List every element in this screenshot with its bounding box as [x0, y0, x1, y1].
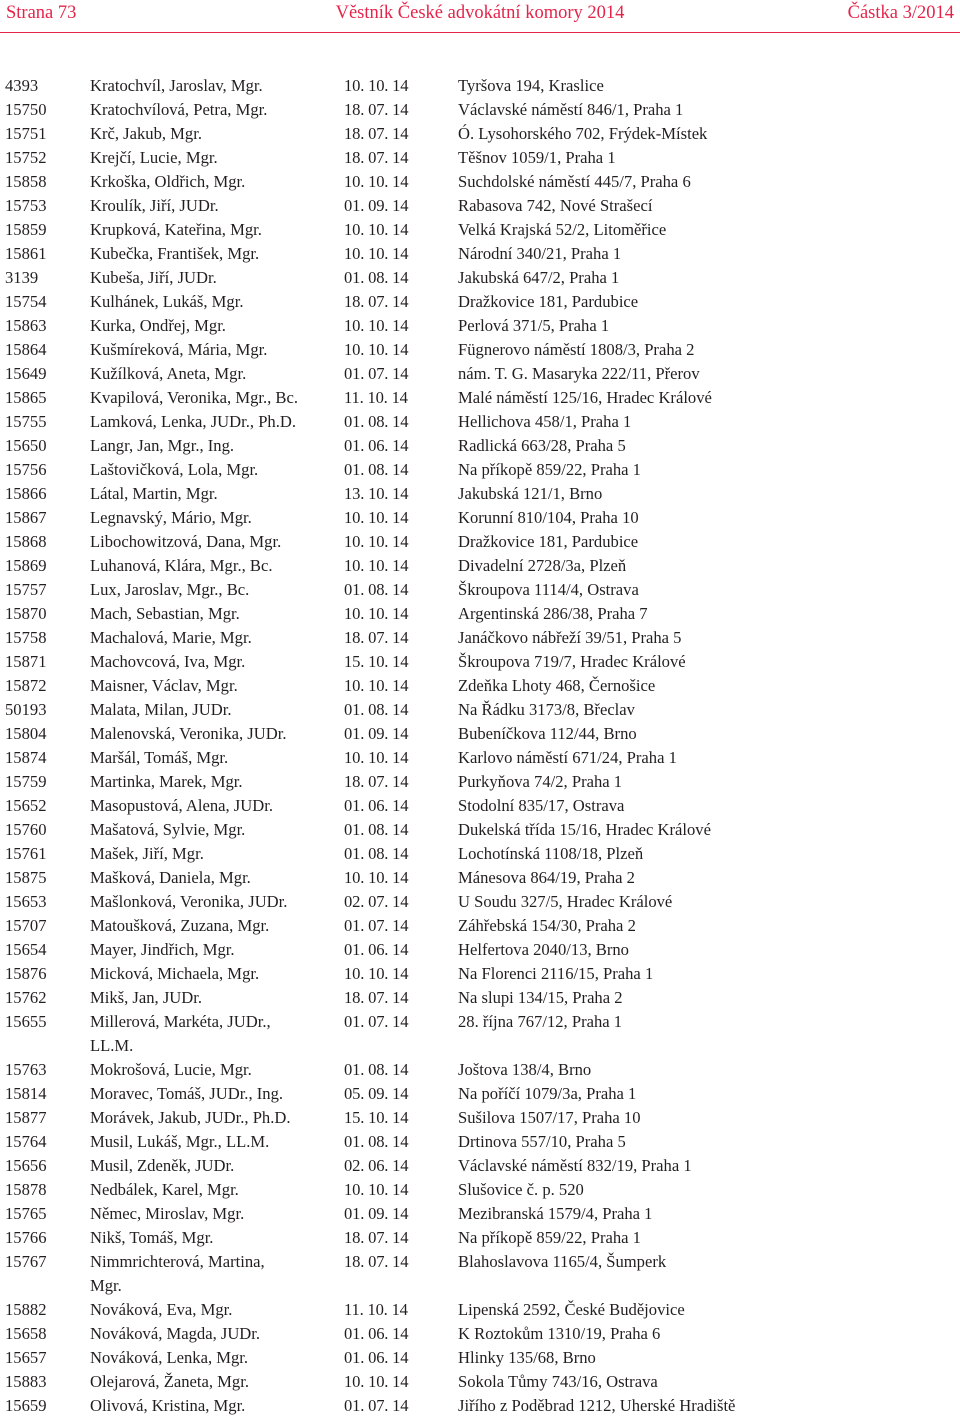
attorney-name: Martinka, Marek, Mgr. [90, 772, 243, 791]
registration-number: 15761 [5, 844, 47, 863]
attorney-name: Látal, Martin, Mgr. [90, 484, 218, 503]
list-item [0, 626, 960, 650]
list-item [0, 674, 960, 698]
attorney-name: Morávek, Jakub, JUDr., Ph.D. [90, 1108, 291, 1127]
registration-date: 10. 10. 14 [344, 508, 409, 527]
list-item [0, 482, 960, 506]
registration-number: 15765 [5, 1204, 47, 1223]
office-address: Helfertova 2040/13, Brno [458, 940, 629, 959]
attorney-name: Nedbálek, Karel, Mgr. [90, 1180, 239, 1199]
office-address: Václavské náměstí 846/1, Praha 1 [458, 100, 684, 119]
list-item [0, 1202, 960, 1226]
registration-date: 01. 08. 14 [344, 820, 409, 839]
registration-number: 4393 [5, 76, 39, 95]
office-address: Škroupova 1114/4, Ostrava [458, 580, 639, 599]
attorney-name: Maršál, Tomáš, Mgr. [90, 748, 229, 767]
list-item [0, 1370, 960, 1394]
registration-number: 15767 [5, 1252, 47, 1271]
registration-number: 15877 [5, 1108, 47, 1127]
registration-number: 15757 [5, 580, 47, 599]
registration-number: 15870 [5, 604, 47, 623]
header-divider [0, 32, 960, 33]
registration-date: 02. 06. 14 [344, 1156, 409, 1175]
attorney-name: Mikš, Jan, JUDr. [90, 988, 203, 1007]
attorney-name: Machalová, Marie, Mgr. [90, 628, 252, 647]
list-item [0, 194, 960, 218]
registration-number: 15653 [5, 892, 47, 911]
registration-date: 15. 10. 14 [344, 1108, 409, 1127]
registration-number: 15878 [5, 1180, 47, 1199]
list-item [0, 962, 960, 986]
office-address: Jakubská 121/1, Brno [458, 484, 603, 503]
list-item [0, 1106, 960, 1130]
registration-number: 15858 [5, 172, 47, 191]
attorney-name: Nováková, Lenka, Mgr. [90, 1348, 249, 1367]
registration-date: 18. 07. 14 [344, 124, 409, 143]
office-address: Janáčkovo nábřeží 39/51, Praha 5 [458, 628, 682, 647]
registration-date: 02. 07. 14 [344, 892, 409, 911]
list-item [0, 746, 960, 770]
registration-number: 15657 [5, 1348, 47, 1367]
list-item [0, 146, 960, 170]
office-address: Blahoslavova 1165/4, Šumperk [458, 1252, 667, 1271]
attorney-name-continued: LL.M. [90, 1036, 134, 1055]
registration-date: 18. 07. 14 [344, 1228, 409, 1247]
office-address: Hlinky 135/68, Brno [458, 1348, 596, 1367]
registration-date: 10. 10. 14 [344, 748, 409, 767]
registration-number: 15760 [5, 820, 47, 839]
office-address: Mezibranská 1579/4, Praha 1 [458, 1204, 653, 1223]
list-item [0, 866, 960, 890]
office-address: Rabasova 742, Nové Strašecí [458, 196, 653, 215]
registration-date: 10. 10. 14 [344, 76, 409, 95]
list-item [0, 1250, 960, 1298]
list-item [0, 266, 960, 290]
registration-number: 50193 [5, 700, 47, 719]
office-address: Jakubská 647/2, Praha 1 [458, 268, 620, 287]
registration-number: 15754 [5, 292, 47, 311]
attorney-name: Maisner, Václav, Mgr. [90, 676, 238, 695]
registration-number: 15866 [5, 484, 47, 503]
list-item [0, 770, 960, 794]
attorney-name: Libochowitzová, Dana, Mgr. [90, 532, 282, 551]
list-item [0, 602, 960, 626]
attorney-name: Masopustová, Alena, JUDr. [90, 796, 273, 815]
attorney-name: Mašlonková, Veronika, JUDr. [90, 892, 288, 911]
list-item [0, 554, 960, 578]
office-address: Na poříčí 1079/3a, Praha 1 [458, 1084, 637, 1103]
attorney-name: Legnavský, Mário, Mgr. [90, 508, 252, 527]
registration-date: 10. 10. 14 [344, 220, 409, 239]
registration-date: 10. 10. 14 [344, 1180, 409, 1199]
office-address: Perlová 371/5, Praha 1 [458, 316, 610, 335]
registration-date: 10. 10. 14 [344, 532, 409, 551]
attorney-name: Machovcová, Iva, Mgr. [90, 652, 246, 671]
list-item [0, 530, 960, 554]
registration-date: 01. 09. 14 [344, 196, 409, 215]
office-address: Záhřebská 154/30, Praha 2 [458, 916, 636, 935]
registration-date: 18. 07. 14 [344, 628, 409, 647]
office-address: Velká Krajská 52/2, Litoměřice [458, 220, 667, 239]
list-item [0, 1394, 960, 1418]
registration-number: 15756 [5, 460, 47, 479]
registration-number: 15861 [5, 244, 47, 263]
registration-number: 15876 [5, 964, 47, 983]
office-address: Sokola Tůmy 743/16, Ostrava [458, 1372, 658, 1391]
registration-number: 15766 [5, 1228, 47, 1247]
registration-number: 15707 [5, 916, 47, 935]
office-address: nám. T. G. Masaryka 222/11, Přerov [458, 364, 700, 383]
registration-date: 18. 07. 14 [344, 292, 409, 311]
registration-number: 15656 [5, 1156, 47, 1175]
registration-date: 10. 10. 14 [344, 1372, 409, 1391]
office-address: Na příkopě 859/22, Praha 1 [458, 1228, 641, 1247]
registration-number: 15752 [5, 148, 47, 167]
office-address: Mánesova 864/19, Praha 2 [458, 868, 635, 887]
list-item [0, 434, 960, 458]
attorney-name: Mašková, Daniela, Mgr. [90, 868, 251, 887]
registration-date: 10. 10. 14 [344, 676, 409, 695]
registration-date: 15. 10. 14 [344, 652, 409, 671]
list-item [0, 290, 960, 314]
registration-date: 01. 06. 14 [344, 1348, 409, 1367]
office-address: K Roztokům 1310/19, Praha 6 [458, 1324, 661, 1343]
list-item [0, 578, 960, 602]
list-item [0, 1346, 960, 1370]
attorney-name: Langr, Jan, Mgr., Ing. [90, 436, 235, 455]
attorney-name: Nováková, Magda, JUDr. [90, 1324, 261, 1343]
attorney-name: Millerová, Markéta, JUDr., [90, 1012, 271, 1031]
registration-number: 15864 [5, 340, 47, 359]
registration-number: 15859 [5, 220, 47, 239]
registration-date: 01. 08. 14 [344, 1060, 409, 1079]
list-item [0, 386, 960, 410]
registration-number: 15650 [5, 436, 47, 455]
registration-date: 10. 10. 14 [344, 964, 409, 983]
attorney-name: Moravec, Tomáš, JUDr., Ing. [90, 1084, 284, 1103]
attorney-name: Musil, Zdeněk, JUDr. [90, 1156, 235, 1175]
registration-date: 01. 06. 14 [344, 796, 409, 815]
registration-number: 15763 [5, 1060, 47, 1079]
registration-date: 18. 07. 14 [344, 148, 409, 167]
registration-number: 15764 [5, 1132, 47, 1151]
office-address: Národní 340/21, Praha 1 [458, 244, 622, 263]
office-address: Hellichova 458/1, Praha 1 [458, 412, 632, 431]
list-item [0, 650, 960, 674]
office-address: Fügnerovo náměstí 1808/3, Praha 2 [458, 340, 695, 359]
office-address: Joštova 138/4, Brno [458, 1060, 592, 1079]
list-item [0, 362, 960, 386]
registration-number: 15659 [5, 1396, 47, 1415]
office-address: Divadelní 2728/3a, Plzeň [458, 556, 627, 575]
registration-date: 01. 06. 14 [344, 940, 409, 959]
list-item [0, 1010, 960, 1058]
office-address: Malé náměstí 125/16, Hradec Králové [458, 388, 712, 407]
list-item [0, 98, 960, 122]
attorney-name: Musil, Lukáš, Mgr., LL.M. [90, 1132, 270, 1151]
list-item [0, 938, 960, 962]
attorney-name: Mayer, Jindřich, Mgr. [90, 940, 235, 959]
attorney-name: Luhanová, Klára, Mgr., Bc. [90, 556, 273, 575]
registration-date: 11. 10. 14 [344, 388, 408, 407]
registration-number: 15863 [5, 316, 47, 335]
registration-date: 01. 07. 14 [344, 1012, 409, 1031]
attorney-name: Krkoška, Oldřich, Mgr. [90, 172, 246, 191]
list-item [0, 314, 960, 338]
list-item [0, 122, 960, 146]
list-item [0, 818, 960, 842]
attorney-name: Kroulík, Jiří, JUDr. [90, 196, 219, 215]
list-item [0, 1298, 960, 1322]
list-item [0, 1322, 960, 1346]
registration-date: 01. 08. 14 [344, 580, 409, 599]
attorney-name: Kvapilová, Veronika, Mgr., Bc. [90, 388, 299, 407]
office-address: Lipenská 2592, České Budějovice [458, 1300, 685, 1319]
registration-date: 11. 10. 14 [344, 1300, 408, 1319]
list-item [0, 1058, 960, 1082]
registration-date: 10. 10. 14 [344, 316, 409, 335]
office-address: Dukelská třída 15/16, Hradec Králové [458, 820, 711, 839]
office-address: 28. října 767/12, Praha 1 [458, 1012, 623, 1031]
registration-number: 15869 [5, 556, 47, 575]
attorney-name: Kratochvílová, Petra, Mgr. [90, 100, 268, 119]
attorney-name: Němec, Miroslav, Mgr. [90, 1204, 245, 1223]
registration-number: 15871 [5, 652, 47, 671]
registration-number: 15868 [5, 532, 47, 551]
list-item [0, 74, 960, 98]
list-item [0, 338, 960, 362]
registration-date: 01. 08. 14 [344, 268, 409, 287]
office-address: Na Řádku 3173/8, Břeclav [458, 700, 635, 719]
registration-date: 01. 07. 14 [344, 364, 409, 383]
office-address: Argentinská 286/38, Praha 7 [458, 604, 648, 623]
attorney-name: Lux, Jaroslav, Mgr., Bc. [90, 580, 250, 599]
registration-number: 15658 [5, 1324, 47, 1343]
office-address: Dražkovice 181, Pardubice [458, 292, 639, 311]
registration-number: 15751 [5, 124, 47, 143]
registration-date: 01. 08. 14 [344, 700, 409, 719]
attorney-name: Kulhánek, Lukáš, Mgr. [90, 292, 244, 311]
list-item [0, 458, 960, 482]
page-number: Strana 73 [6, 3, 77, 23]
list-item [0, 794, 960, 818]
attorney-name: Mašek, Jiří, Mgr. [90, 844, 204, 863]
publication-title: Věstník České advokátní komory 2014 [335, 3, 625, 23]
office-address: Slušovice č. p. 520 [458, 1180, 584, 1199]
registration-number: 15753 [5, 196, 47, 215]
office-address: Těšnov 1059/1, Praha 1 [458, 148, 616, 167]
list-item [0, 722, 960, 746]
office-address: Václavské náměstí 832/19, Praha 1 [458, 1156, 692, 1175]
registration-number: 15762 [5, 988, 47, 1007]
list-item [0, 242, 960, 266]
registration-date: 01. 06. 14 [344, 1324, 409, 1343]
registration-date: 01. 08. 14 [344, 844, 409, 863]
attorney-name: Nikš, Tomáš, Mgr. [90, 1228, 214, 1247]
attorney-name: Kušmíreková, Mária, Mgr. [90, 340, 268, 359]
office-address: Bubeníčkova 112/44, Brno [458, 724, 637, 743]
registration-number: 15652 [5, 796, 47, 815]
registration-date: 18. 07. 14 [344, 100, 409, 119]
registration-number: 15654 [5, 940, 47, 959]
registration-date: 01. 09. 14 [344, 724, 409, 743]
registration-number: 15655 [5, 1012, 47, 1031]
registration-number: 15883 [5, 1372, 47, 1391]
registration-number: 15804 [5, 724, 47, 743]
registration-date: 01. 07. 14 [344, 916, 409, 935]
registration-number: 15882 [5, 1300, 47, 1319]
office-address: Suchdolské náměstí 445/7, Praha 6 [458, 172, 691, 191]
list-item [0, 506, 960, 530]
list-item [0, 1082, 960, 1106]
attorney-name: Kubečka, František, Mgr. [90, 244, 260, 263]
registration-number: 15759 [5, 772, 47, 791]
office-address: Škroupova 719/7, Hradec Králové [458, 652, 686, 671]
registration-date: 01. 08. 14 [344, 412, 409, 431]
registration-number: 15814 [5, 1084, 47, 1103]
office-address: Tyršova 194, Kraslice [458, 76, 604, 95]
list-item [0, 1178, 960, 1202]
office-address: Na Florenci 2116/15, Praha 1 [458, 964, 654, 983]
registration-date: 01. 09. 14 [344, 1204, 409, 1223]
attorney-name: Olejarová, Žaneta, Mgr. [90, 1372, 249, 1391]
list-item [0, 986, 960, 1010]
attorney-name: Lamková, Lenka, JUDr., Ph.D. [90, 412, 297, 431]
office-address: Lochotínská 1108/18, Plzeň [458, 844, 644, 863]
list-item [0, 1226, 960, 1250]
registration-date: 18. 07. 14 [344, 772, 409, 791]
registration-date: 01. 08. 14 [344, 1132, 409, 1151]
office-address: Na slupi 134/15, Praha 2 [458, 988, 623, 1007]
attorney-name: Mašatová, Sylvie, Mgr. [90, 820, 246, 839]
registration-number: 15758 [5, 628, 47, 647]
attorney-register-list [0, 74, 960, 1418]
registration-number: 15755 [5, 412, 47, 431]
registration-number: 15865 [5, 388, 47, 407]
attorney-name: Malenovská, Veronika, JUDr. [90, 724, 287, 743]
registration-number: 15867 [5, 508, 47, 527]
office-address: Na příkopě 859/22, Praha 1 [458, 460, 641, 479]
registration-date: 18. 07. 14 [344, 1252, 409, 1271]
attorney-name: Micková, Michaela, Mgr. [90, 964, 260, 983]
office-address: Dražkovice 181, Pardubice [458, 532, 639, 551]
office-address: Purkyňova 74/2, Praha 1 [458, 772, 623, 791]
list-item [0, 914, 960, 938]
list-item [0, 410, 960, 434]
registration-date: 10. 10. 14 [344, 340, 409, 359]
office-address: Stodolní 835/17, Ostrava [458, 796, 625, 815]
attorney-name: Krejčí, Lucie, Mgr. [90, 148, 218, 167]
office-address: U Soudu 327/5, Hradec Králové [458, 892, 673, 911]
registration-date: 10. 10. 14 [344, 604, 409, 623]
attorney-name: Mokrošová, Lucie, Mgr. [90, 1060, 252, 1079]
attorney-name: Kubeša, Jiří, JUDr. [90, 268, 217, 287]
attorney-name: Nimmrichterová, Martina, [90, 1252, 265, 1271]
registration-number: 15874 [5, 748, 47, 767]
office-address: Jiřího z Poděbrad 1212, Uherské Hradiště [458, 1396, 736, 1415]
registration-date: 01. 06. 14 [344, 436, 409, 455]
list-item [0, 890, 960, 914]
list-item [0, 218, 960, 242]
registration-number: 15649 [5, 364, 47, 383]
attorney-name-continued: Mgr. [90, 1276, 122, 1295]
registration-date: 05. 09. 14 [344, 1084, 409, 1103]
registration-number: 15750 [5, 100, 47, 119]
attorney-name: Nováková, Eva, Mgr. [90, 1300, 233, 1319]
list-item [0, 1154, 960, 1178]
office-address: Zdeňka Lhoty 468, Černošice [458, 676, 656, 695]
attorney-name: Matoušková, Zuzana, Mgr. [90, 916, 270, 935]
office-address: Karlovo náměstí 671/24, Praha 1 [458, 748, 677, 767]
registration-date: 10. 10. 14 [344, 868, 409, 887]
office-address: Ó. Lysohorského 702, Frýdek-Místek [458, 124, 708, 143]
attorney-name: Kužílková, Aneta, Mgr. [90, 364, 247, 383]
registration-date: 10. 10. 14 [344, 172, 409, 191]
attorney-name: Laštovičková, Lola, Mgr. [90, 460, 259, 479]
page-header [0, 0, 960, 30]
registration-date: 01. 08. 14 [344, 460, 409, 479]
registration-date: 10. 10. 14 [344, 556, 409, 575]
attorney-name: Kratochvíl, Jaroslav, Mgr. [90, 76, 263, 95]
list-item [0, 1130, 960, 1154]
attorney-name: Malata, Milan, JUDr. [90, 700, 232, 719]
list-item [0, 842, 960, 866]
list-item [0, 698, 960, 722]
list-item [0, 170, 960, 194]
issue-number: Částka 3/2014 [847, 3, 954, 23]
attorney-name: Olivová, Kristina, Mgr. [90, 1396, 246, 1415]
registration-number: 15875 [5, 868, 47, 887]
registration-date: 13. 10. 14 [344, 484, 409, 503]
attorney-name: Krč, Jakub, Mgr. [90, 124, 202, 143]
office-address: Sušilova 1507/17, Praha 10 [458, 1108, 641, 1127]
office-address: Radlická 663/28, Praha 5 [458, 436, 626, 455]
registration-number: 15872 [5, 676, 47, 695]
office-address: Korunní 810/104, Praha 10 [458, 508, 639, 527]
attorney-name: Kurka, Ondřej, Mgr. [90, 316, 226, 335]
attorney-name: Krupková, Kateřina, Mgr. [90, 220, 262, 239]
registration-date: 10. 10. 14 [344, 244, 409, 263]
registration-date: 01. 07. 14 [344, 1396, 409, 1415]
registration-number: 3139 [5, 268, 39, 287]
office-address: Drtinova 557/10, Praha 5 [458, 1132, 626, 1151]
registration-date: 18. 07. 14 [344, 988, 409, 1007]
attorney-name: Mach, Sebastian, Mgr. [90, 604, 240, 623]
